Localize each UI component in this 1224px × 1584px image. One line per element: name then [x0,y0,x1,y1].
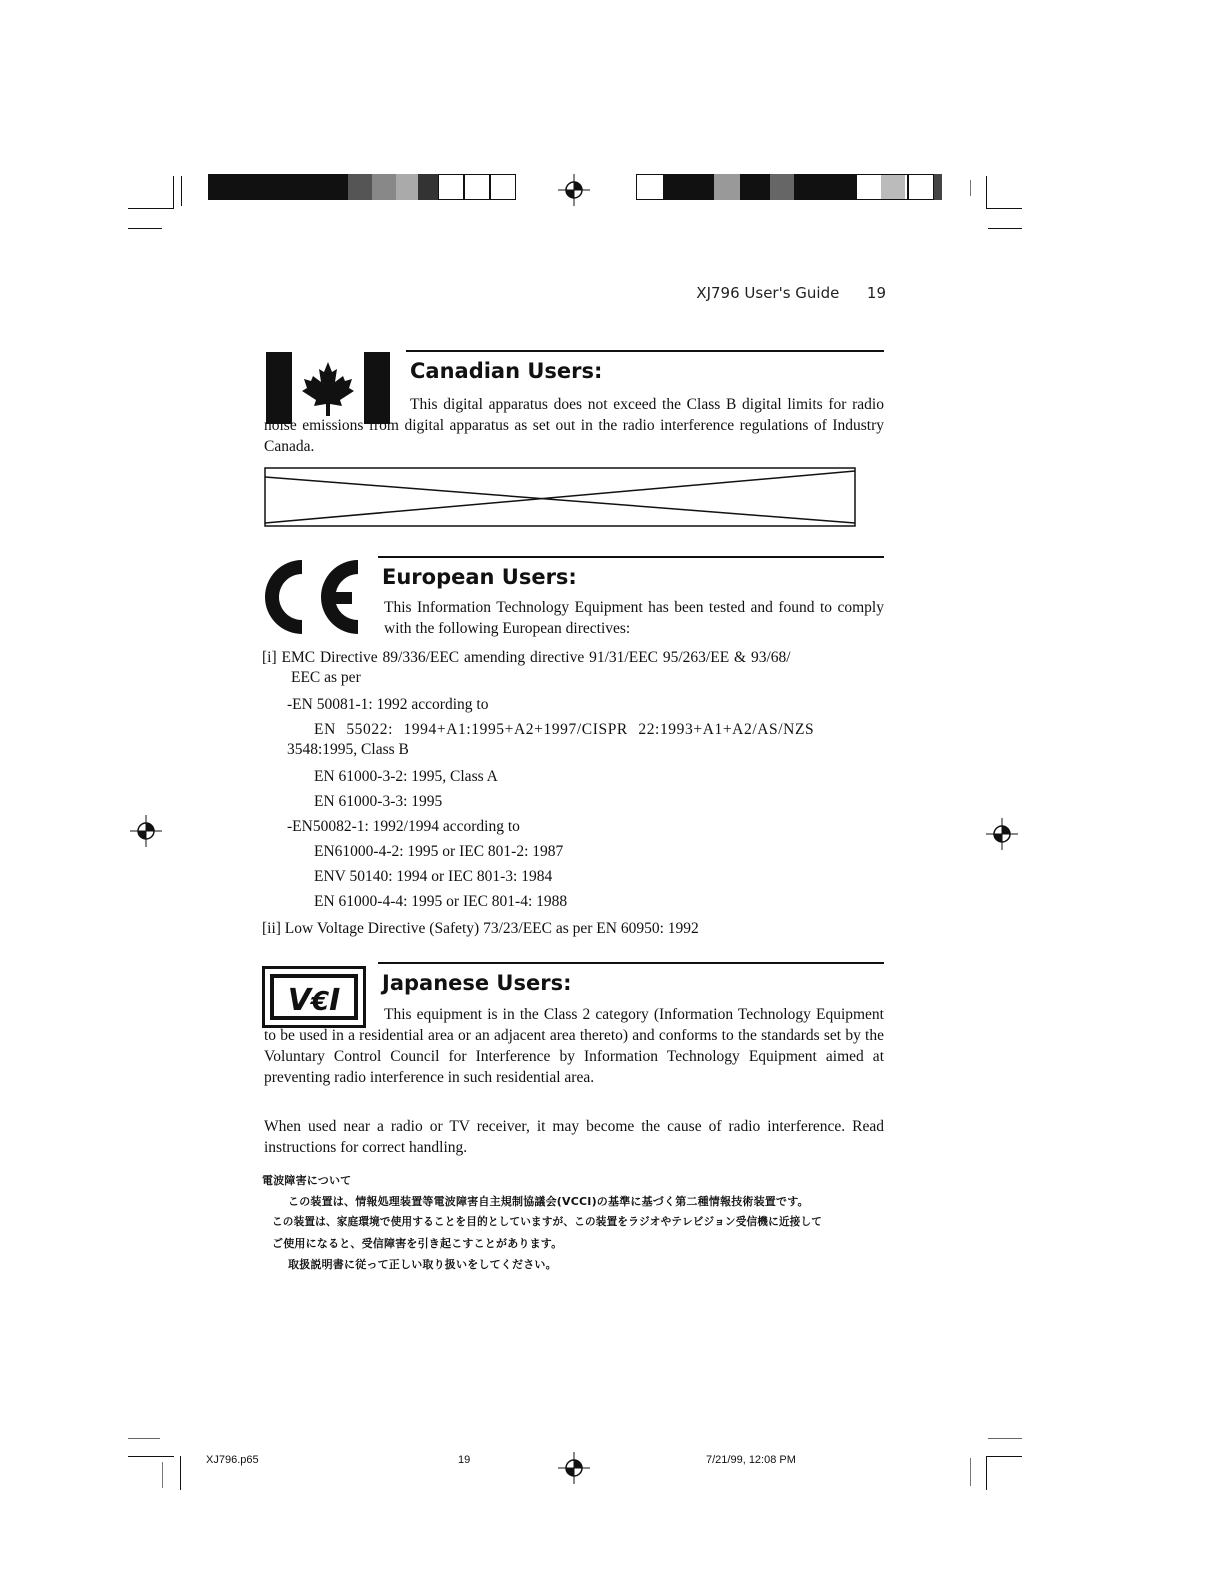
japanese-text-2 [264,1116,884,1158]
japanese-heading: Japanese Users: [382,971,572,995]
running-header [600,284,886,302]
jp-line: 取扱説明書に従って正しい取り扱いをしてください。 [288,1258,557,1271]
japanese-paragraph-2: When used near a radio or TV receiver, it may become the cause of radio interference. Read instructions for correct handling. [264,1118,884,1156]
registration-target-left [130,815,162,847]
jp-line: ご使用になると、受信障害を引き起こすことがあります。 [272,1237,563,1250]
japanese-rule [378,962,884,964]
directive-line: -EN 50081-1: 1992 according to [287,696,489,713]
directive-line: EN 55022: 1994+A1:1995+A2+1997/CISPR 22:1993+A1+A2/AS/NZS [314,721,815,738]
svg-text:V€I: V€I [287,983,341,1018]
directive-line: EN 61000-3-2: 1995, Class A [314,768,498,785]
jp-line: この装置は、情報処理装置等電波障害自主規制協議会(VCCI)の基準に基づく第二種情報技術装置です。 [288,1195,809,1208]
registration-target-bottom [558,1452,590,1484]
european-heading: European Users: [382,565,577,589]
directive-line: [i] EMC Directive 89/336/EEC amending directive 91/31/EEC 95/263/EE & 93/68/ [262,649,791,666]
directive-line: EN 61000-3-3: 1995 [314,793,443,810]
ce-mark-icon [262,556,362,638]
directive-line: [ii] Low Voltage Directive (Safety) 73/23/EEC as per EN 60950: 1992 [262,920,699,937]
japanese-text [264,1004,884,1088]
directive-line: EEC as per [291,669,361,686]
canadian-heading: Canadian Users: [410,359,603,383]
registration-target-top [558,174,590,206]
european-intro-text: This Information Technology Equipment has been tested and found to comply with the following European directives: [384,599,884,637]
jp-line: 電波障害について [262,1174,352,1187]
registration-target-right [986,818,1018,850]
footer-datetime: 7/21/99, 12:08 PM [706,1454,796,1466]
directive-line: 3548:1995, Class B [287,741,409,758]
japanese-notice [262,1170,892,1275]
running-title: XJ796 User's Guide [696,284,840,302]
footer-filename: XJ796.p65 [206,1454,259,1466]
image-placeholder [264,467,856,527]
footer-page: 19 [458,1454,471,1466]
jp-line: この装置は、家庭環境で使用することを目的としていますが、この装置をラジオやテレビジョン受信機に近接して [272,1216,823,1228]
directive-line: -EN50082-1: 1992/1994 according to [287,818,520,835]
directive-line: ENV 50140: 1994 or IEC 801-3: 1984 [314,868,553,885]
directive-line: EN 61000-4-4: 1995 or IEC 801-4: 1988 [314,893,568,910]
color-bar-right [636,174,942,200]
page-number: 19 [866,284,886,302]
canadian-rule [406,350,884,352]
european-intro [384,597,884,639]
color-bar-left [208,174,514,200]
canadian-paragraph: This digital apparatus does not exceed the Class B digital limits for radio noise emissions from digital apparatus as set out in the radio interference regulations of Industry Canada. [264,396,884,455]
directive-list [262,645,886,941]
european-rule [378,556,884,558]
japanese-paragraph-1: This equipment is in the Class 2 category (Information Technology Equipment to be used in a residential area or an adjacent area thereto) and conforms to the standards set by the Voluntary Control Council for Interference by Information Technology Equipment aimed at preventing radio interference in such residential area. [264,1006,884,1086]
canadian-text [264,394,884,457]
directive-line: EN61000-4-2: 1995 or IEC 801-2: 1987 [314,843,564,860]
